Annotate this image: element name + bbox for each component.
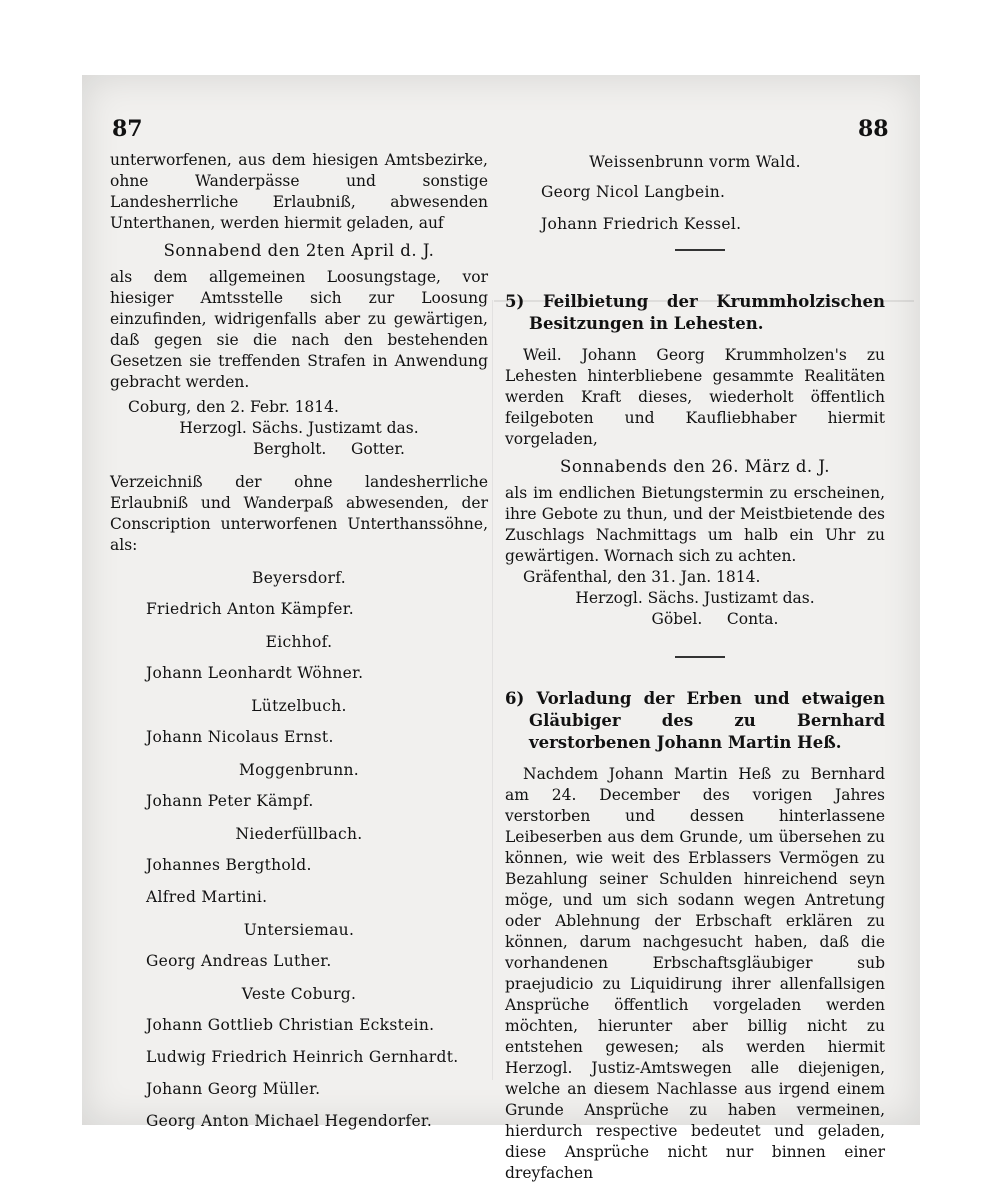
- person-list: [110, 568, 488, 1132]
- section-divider: [675, 249, 725, 251]
- left-page-column: [110, 150, 488, 1143]
- person-name: Johann Georg Müller.: [146, 1080, 321, 1098]
- person-name: Georg Nicol Langbein.: [541, 183, 726, 201]
- section-5-signatures: Göbel. Conta.: [651, 610, 779, 628]
- place-date-line: Coburg, den 2. Febr. 1814.: [128, 398, 339, 416]
- section-5-place-date: Gräfenthal, den 31. Jan. 1814.: [523, 568, 761, 586]
- place-heading: Moggenbrunn.: [238, 761, 359, 779]
- place-heading: Niederfüllbach.: [235, 825, 363, 843]
- section-5-body: Weil. Johann Georg Krummholzen's zu Lehesten hinterbliebene gesammte Realitäten werden Kraft dieses, wiederholt öffentlich feilgeboten und Kaufliebhaber hiermit vorgeladen,: [505, 346, 885, 448]
- section-5-authority: Herzogl. Sächs. Justizamt das.: [575, 589, 815, 607]
- person-name: Ludwig Friedrich Heinrich Gernhardt.: [146, 1048, 459, 1066]
- signature-line: Bergholt. Gotter.: [253, 440, 405, 458]
- place-heading: Weissenbrunn vorm Wald.: [589, 153, 801, 171]
- section-6-body: Nachdem Johann Martin Heß zu Bernhard am 24. December des vorigen Jahres verstorben und dessen hinterlassene Leibeserben aus dem Grunde, um übersehen zu können, wie weit des Erblassers Vermögen zu Bezahlung seiner Schulden hinreichend seyn möge, und um sich sodann wegen Antretung oder Ablehnung der Erbschaft erklären zu können, darum nachgesucht haben, daß die vorhandenen Erbschaftsgläubiger sub praejudicio zu Liquidirung ihrer allenfallsigen Ansprüche öffentlich vorgeladen werden möchten, hierunter aber billig nicht zu entstehen gewesen; als werden hiermit Herzogl. Justiz-Amtswegen alle diejenigen, welche an diesem Nachlasse aus irgend einem Grunde Ansprüche zu haben vermeinen, hierdurch respective bedeutet und geladen, diese Ansprüche nicht nur binnen einer dreyfachen: [505, 765, 885, 1182]
- place-heading: Beyersdorf.: [252, 569, 346, 587]
- person-name: Friedrich Anton Kämpfer.: [146, 600, 355, 618]
- section-5-body-2: als im endlichen Bietungstermin zu erscheinen, ihre Gebote zu thun, und der Meistbietende des Zuschlags Nachmittags um halb ein Uhr zu gewärtigen. Wornach sich zu achten.: [505, 484, 885, 565]
- person-name: Johann Peter Kämpf.: [146, 792, 314, 810]
- person-name: Georg Anton Michael Hegendorfer.: [146, 1112, 433, 1130]
- person-name: Johann Leonhardt Wöhner.: [146, 664, 364, 682]
- right-page-column: [505, 150, 885, 1184]
- place-heading: Lützelbuch.: [251, 697, 347, 715]
- section-6-title: 6) Vorladung der Erben und etwaigen Gläubiger des zu Bernhard verstorbenen Johann Martin Heß.: [505, 689, 885, 752]
- list-heading: Verzeichniß der ohne landesherrliche Erlaubniß und Wanderpaß abwesenden, der Conscription unterworfenen Unterthanssöhne, als:: [110, 473, 488, 554]
- summons-paragraph: als dem allgemeinen Loosungstage, vor hiesiger Amtsstelle sich zur Loosung einzufinden, widrigenfalls aber zu gewärtigen, daß gegen sie die nach den bestehenden Gesetzen sie treffenden Strafen in Anwendung gebracht werden.: [110, 268, 488, 391]
- page-number-right: 88: [858, 116, 889, 142]
- authority-line: Herzogl. Sächs. Justizamt das.: [179, 419, 419, 437]
- person-name: Johann Gottlieb Christian Eckstein.: [146, 1016, 435, 1034]
- session-date: Sonnabend den 2ten April d. J.: [163, 241, 435, 260]
- page-number-left: 87: [112, 116, 143, 142]
- section-5-title: 5) Feilbietung der Krummholzischen Besitzungen in Lehesten.: [505, 292, 885, 333]
- place-heading: Veste Coburg.: [241, 985, 357, 1003]
- person-name: Georg Andreas Luther.: [146, 952, 332, 970]
- intro-paragraph: unterworfenen, aus dem hiesigen Amtsbezirke, ohne Wanderpässe und sonstige Landesherrliche Erlaubniß, abwesenden Unterthanen, werden hiermit geladen, auf: [110, 151, 488, 232]
- person-name: Johann Nicolaus Ernst.: [146, 728, 334, 746]
- place-heading: Untersiemau.: [243, 921, 355, 939]
- section-5-date: Sonnabends den 26. März d. J.: [560, 457, 830, 476]
- section-divider: [675, 656, 725, 658]
- person-list-continued: [505, 152, 885, 235]
- person-name: Alfred Martini.: [146, 888, 268, 906]
- place-heading: Eichhof.: [265, 633, 333, 651]
- person-name: Johannes Bergthold.: [146, 856, 312, 874]
- page-gutter: [492, 300, 493, 1080]
- person-name: Johann Friedrich Kessel.: [541, 215, 742, 233]
